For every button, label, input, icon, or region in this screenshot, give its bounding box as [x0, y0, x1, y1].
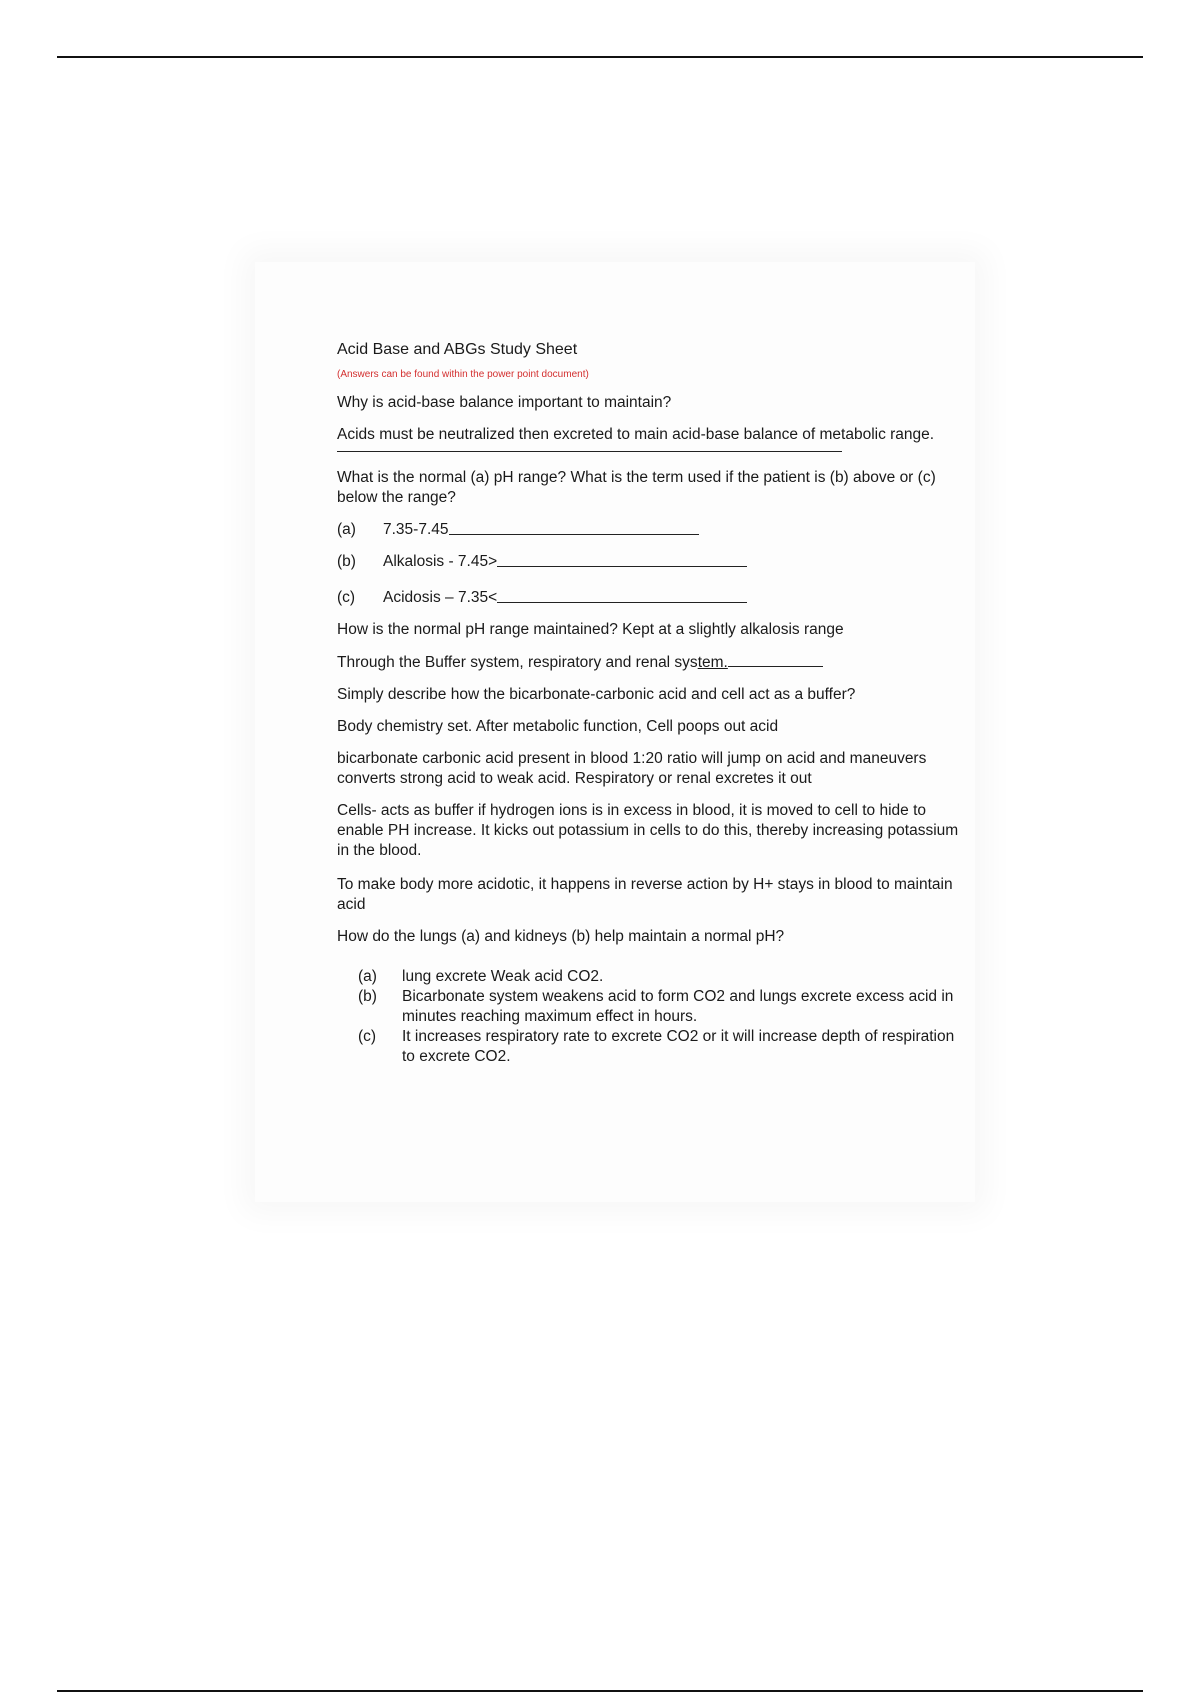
list-item-label: (b) — [358, 988, 377, 1005]
list-item — [358, 967, 967, 987]
list-item-text: It increases respiratory rate to excrete CO2 or it will increase depth of respiration to excrete CO2. — [402, 1028, 955, 1065]
study-sheet — [337, 340, 967, 1067]
answer-blank — [497, 552, 747, 567]
question-5: How do the lungs (a) and kidneys (b) help maintain a normal pH? — [337, 928, 785, 945]
question-2-option-b — [337, 552, 967, 572]
list-item — [358, 987, 967, 1027]
answer-1-blank-line — [337, 445, 842, 452]
option-label: (a) — [337, 521, 356, 538]
list-item — [358, 1027, 967, 1067]
answer-3-text: Through the Buffer system, respiratory and renal sys — [337, 654, 698, 671]
answer-blank — [449, 520, 699, 535]
answer-blank — [728, 652, 823, 667]
answer-1-text: Acids must be neutralized then excreted to main acid-base balance of metabolic range. — [337, 426, 935, 443]
list-item-text: lung excrete Weak acid CO2. — [402, 968, 604, 985]
question-2-option-c — [337, 588, 967, 608]
answer-3 — [337, 652, 967, 673]
option-label: (b) — [337, 553, 356, 570]
top-rule — [57, 56, 1143, 58]
option-label: (c) — [337, 589, 356, 606]
list-item-label: (a) — [358, 968, 377, 985]
bottom-rule — [57, 1690, 1143, 1692]
answer-4-line-4: To make body more acidotic, it happens in reverse action by H+ stays in blood to maintain acid — [337, 876, 953, 913]
answer-4-line-2: bicarbonate carbonic acid present in blood 1:20 ratio will jump on acid and maneuvers converts strong acid to weak acid. Respiratory or renal excretes it out — [337, 750, 927, 787]
question-2-option-a — [337, 520, 967, 540]
question-3: How is the normal pH range maintained? Kept at a slightly alkalosis range — [337, 621, 844, 638]
answers-note: (Answers can be found within the power point document) — [337, 369, 589, 380]
answer-blank — [497, 588, 747, 603]
option-text: Acidosis – 7.35< — [383, 589, 498, 606]
list-item-label: (c) — [358, 1028, 377, 1045]
question-1: Why is acid-base balance important to maintain? — [337, 394, 672, 411]
answer-4-line-3: Cells- acts as buffer if hydrogen ions is in excess in blood, it is moved to cell to hide to enable PH increase. It kicks out potassium in cells to do this, thereby increasing potassium in the blood. — [337, 802, 959, 859]
option-text: Alkalosis - 7.45> — [383, 553, 498, 570]
question-4: Simply describe how the bicarbonate-carbonic acid and cell act as a buffer? — [337, 686, 856, 703]
question-2: What is the normal (a) pH range? What is the term used if the patient is (b) above or (c) below the range? — [337, 469, 936, 506]
question-5-answers — [337, 967, 967, 1067]
answer-1 — [337, 425, 967, 452]
list-item-text: Bicarbonate system weakens acid to form CO2 and lungs excrete excess acid in minutes reaching maximum effect in hours. — [402, 988, 954, 1025]
option-text: 7.35-7.45 — [383, 521, 449, 538]
answer-3-underlined: tem. — [697, 654, 728, 671]
document-title: Acid Base and ABGs Study Sheet — [337, 341, 578, 358]
answer-4-line-1: Body chemistry set. After metabolic function, Cell poops out acid — [337, 718, 779, 735]
